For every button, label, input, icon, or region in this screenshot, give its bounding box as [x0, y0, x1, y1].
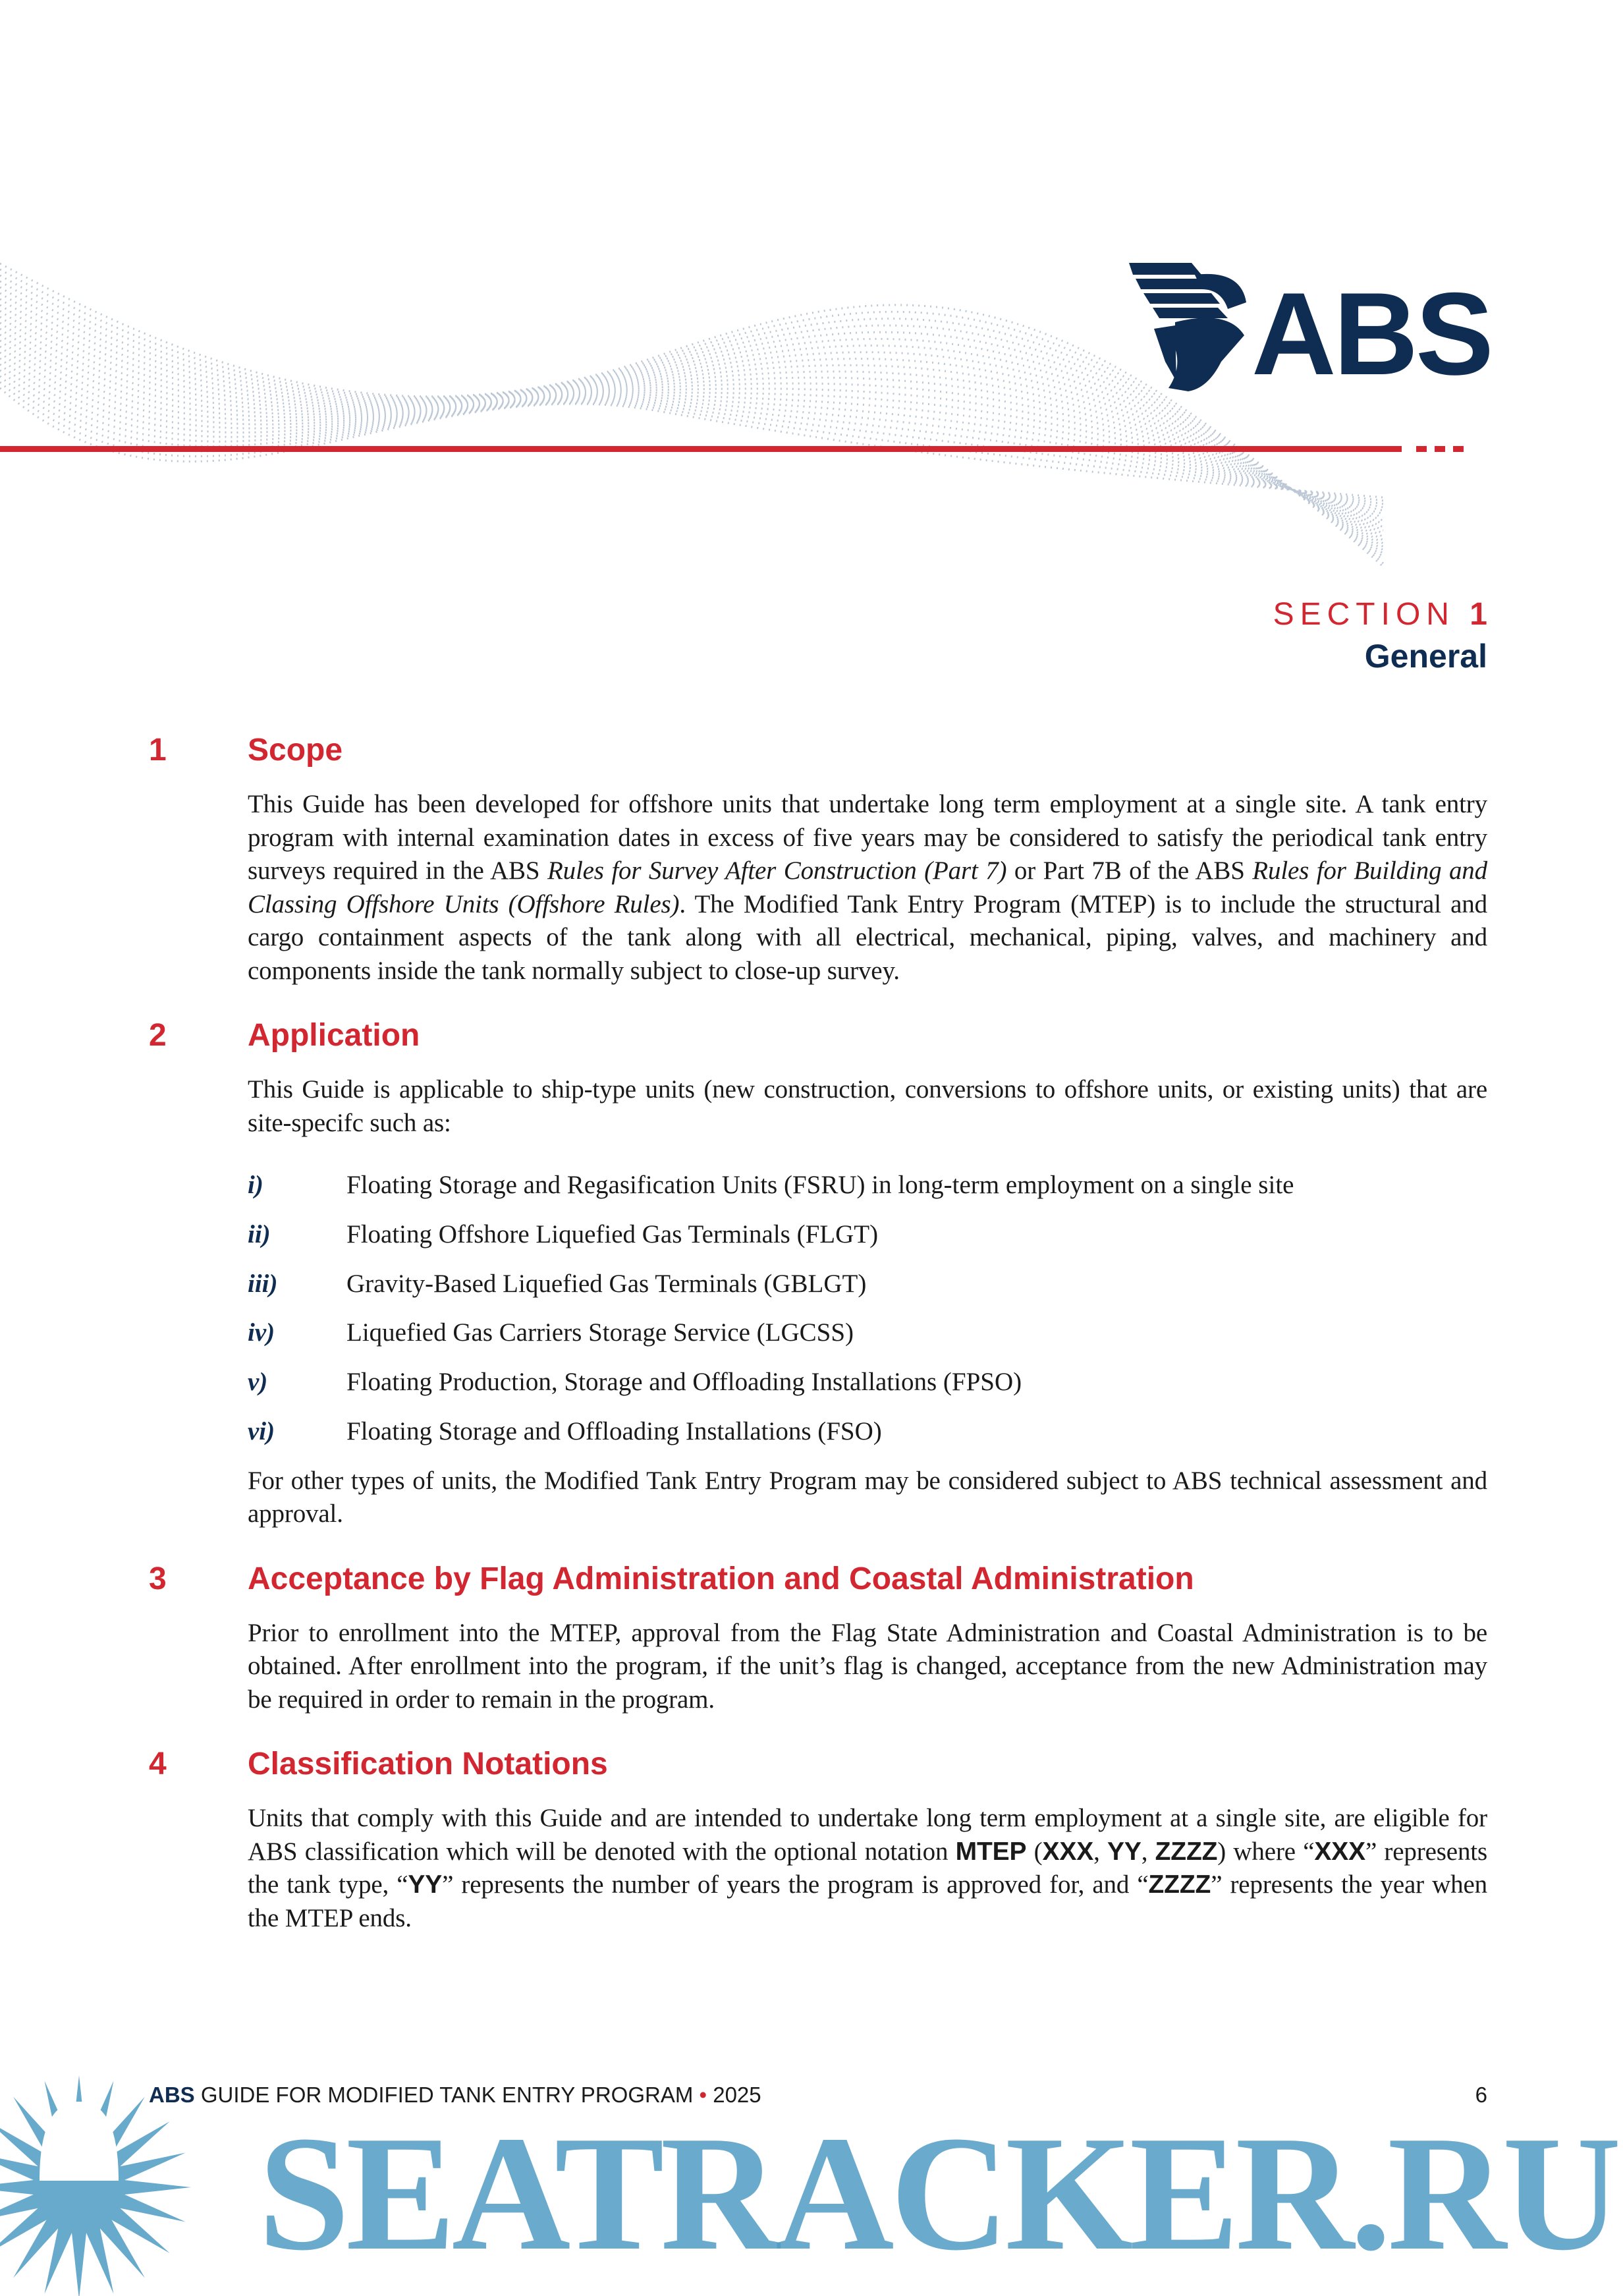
- header-divider: [0, 446, 1402, 452]
- list-item-text: Floating Storage and Regasification Units (FSRU) in long-term employment on a single site: [346, 1171, 1294, 1199]
- footer-title: [149, 2082, 761, 2108]
- paragraph-text: (: [1026, 1837, 1043, 1866]
- notation-text: YY: [1107, 1837, 1142, 1866]
- notation-text: ZZZZ: [1155, 1837, 1218, 1866]
- list-item-text: Floating Storage and Offloading Installations (FSO): [346, 1416, 882, 1445]
- heading: [149, 1017, 1487, 1055]
- list-item: [248, 1366, 1487, 1399]
- watermark-text: SEATRACKER.RU: [258, 2102, 1618, 2285]
- footer-year: 2025: [707, 2083, 761, 2107]
- notation-text: YY: [408, 1870, 443, 1899]
- paragraph-text: ) where “: [1217, 1837, 1315, 1866]
- paragraph-text: Rules for Building and Classing Offshore Units (Offshore Rules): [248, 856, 1487, 918]
- heading-number: 1: [149, 733, 167, 768]
- list-item-label: ii): [248, 1219, 271, 1248]
- heading-acceptance: Acceptance by Flag Administration and Coastal Administration: [248, 1561, 1194, 1596]
- scope-paragraph: [248, 788, 1487, 988]
- paragraph-text: This Guide has been developed for offshore units that undertake long term employment at a single site. A tank entry program with internal examination dates in excess of five years may be considered to satisfy the periodical tank entry surveys required in the ABS: [248, 790, 1487, 885]
- list-item-label: vi): [248, 1416, 275, 1445]
- notation-text: XXX: [1042, 1837, 1094, 1866]
- application-list: [248, 1169, 1487, 1448]
- heading-number: 2: [149, 1018, 167, 1053]
- paragraph-text: Units that comply with this Guide and are intended to undertake long term employment at a single site, are eligible for ABS classification which will be denoted with the optional notation: [248, 1804, 1487, 1866]
- list-item-text: Liquefied Gas Carriers Storage Service (LGCSS): [346, 1318, 854, 1347]
- list-item: [248, 1169, 1487, 1202]
- heading: [149, 1745, 1487, 1783]
- paragraph-text: ” represents the tank type, “: [248, 1837, 1488, 1899]
- list-item: [248, 1415, 1487, 1448]
- list-item-label: iii): [248, 1269, 278, 1298]
- sun-watermark-icon: [0, 2075, 244, 2296]
- heading-application: Application: [248, 1018, 420, 1053]
- list-item-label: i): [248, 1171, 263, 1199]
- list-item: [248, 1316, 1487, 1349]
- divider-dot: [1416, 446, 1427, 452]
- section-title: General: [1364, 638, 1487, 675]
- list-item-text: Floating Offshore Liquefied Gas Terminals (FLGT): [346, 1219, 879, 1248]
- list-item-label: v): [248, 1368, 268, 1397]
- section-classification: [149, 1745, 1487, 1935]
- notation-text: XXX: [1314, 1837, 1365, 1866]
- section-scope: [149, 731, 1487, 988]
- section-application: [149, 1017, 1487, 1531]
- section-acceptance: [149, 1560, 1487, 1717]
- application-intro: This Guide is applicable to ship-type units (new construction, conversions to offshore units, or existing units) that are site-specifc such as:: [248, 1075, 1487, 1137]
- document-body: [149, 731, 1487, 1964]
- paragraph-text: . The Modified Tank Entry Program (MTEP) is to include the structural and cargo containment aspects of the tank along with all electrical, mechanical, piping, valves, and machinery and components inside the tank normally subject to close-up survey.: [248, 889, 1487, 985]
- acceptance-paragraph: Prior to enrollment into the MTEP, approval from the Flag State Administration and Coastal Administration is to be obtained. After enrollment into the program, if the unit’s flag is changed, acceptance from the new Administration may be required in order to remain in the program.: [248, 1618, 1487, 1714]
- paragraph-text: ,: [1141, 1837, 1155, 1866]
- list-item: [248, 1268, 1487, 1301]
- list-item-text: Gravity-Based Liquefied Gas Terminals (GBLGT): [346, 1269, 867, 1298]
- heading-number: 4: [149, 1747, 167, 1782]
- divider-dot: [1453, 446, 1464, 452]
- paragraph-text: Rules for Survey After Construction (Part 7): [547, 856, 1007, 885]
- logo-text: ABS: [1252, 268, 1491, 399]
- notation-text: MTEP: [955, 1837, 1027, 1866]
- section-number: 1: [1470, 597, 1487, 632]
- footer-brand: ABS: [149, 2083, 195, 2107]
- paragraph-text: ,: [1093, 1837, 1107, 1866]
- list-item-label: iv): [248, 1318, 275, 1347]
- heading: [149, 731, 1487, 770]
- application-outro: For other types of units, the Modified Tank Entry Program may be considered subject to ABS technical assessment and approval.: [248, 1466, 1487, 1528]
- heading-scope: Scope: [248, 733, 343, 768]
- list-item-text: Floating Production, Storage and Offloading Installations (FPSO): [346, 1368, 1022, 1397]
- paragraph-text: ” represents the year when the MTEP ends.: [248, 1870, 1488, 1932]
- page-number: 6: [1475, 2083, 1487, 2107]
- notation-text: ZZZZ: [1148, 1870, 1211, 1899]
- divider-dot: [1435, 446, 1445, 452]
- section-label: [1273, 596, 1487, 633]
- classification-paragraph: [248, 1802, 1487, 1935]
- heading-classification-notations: Classification Notations: [248, 1747, 608, 1782]
- footer-separator: •: [699, 2083, 707, 2107]
- eagle-emblem-icon: [1129, 263, 1254, 395]
- paragraph-text: ” represents the number of years the program is approved for, and “: [442, 1870, 1149, 1899]
- heading: [149, 1560, 1487, 1598]
- footer-guide-title: GUIDE FOR MODIFIED TANK ENTRY PROGRAM: [194, 2083, 700, 2107]
- heading-number: 3: [149, 1561, 167, 1596]
- list-item: [248, 1218, 1487, 1251]
- section-label-text: SECTION: [1273, 597, 1455, 632]
- abs-logo: [1129, 263, 1491, 399]
- paragraph-text: or Part 7B of the ABS: [1006, 856, 1253, 885]
